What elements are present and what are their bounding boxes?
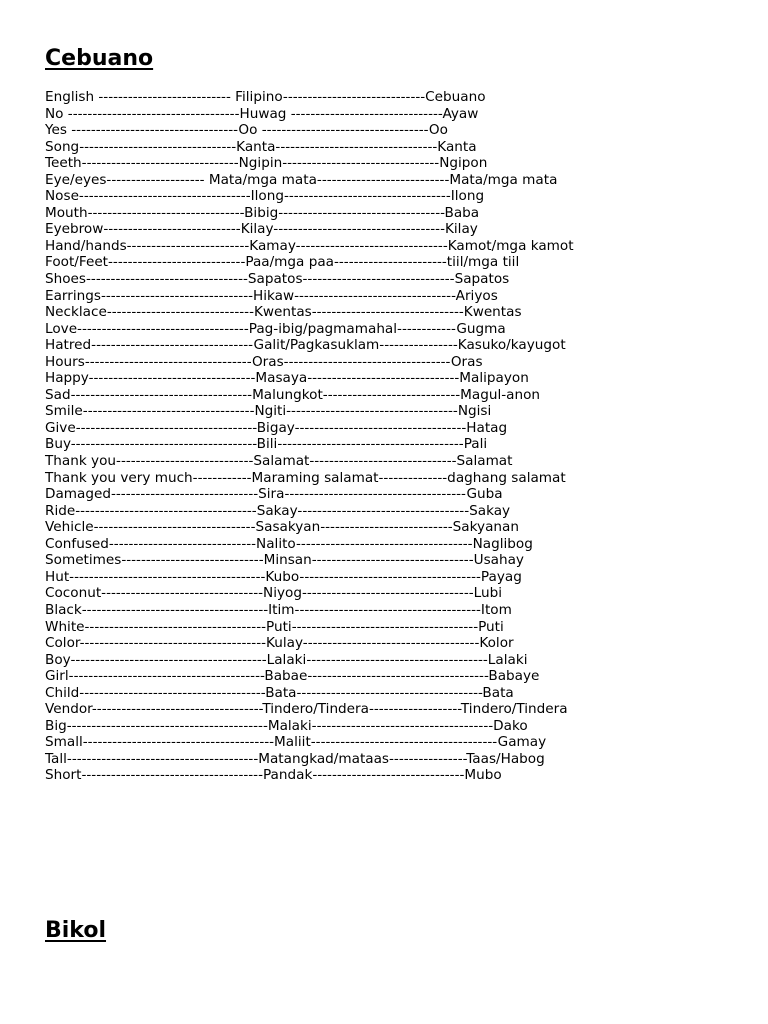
vocabulary-row: Happy----------------------------------Masaya-------------------------------Malipayon: [45, 370, 529, 387]
vocabulary-row: Hours----------------------------------Oras----------------------------------Oras: [45, 353, 483, 370]
vocabulary-row: Teeth--------------------------------Ngipin--------------------------------Ngipon: [45, 155, 488, 172]
vocabulary-row: Earrings-------------------------------Hikaw---------------------------------Ariyos: [45, 287, 498, 304]
vocabulary-row: Color--------------------------------------Kulay------------------------------------Kolor: [45, 635, 514, 652]
vocabulary-row: Big-----------------------------------------Malaki-------------------------------------Dako: [45, 717, 528, 734]
vocabulary-row: Confused------------------------------Nalito------------------------------------Naglibog: [45, 535, 533, 552]
vocabulary-row: Sad-------------------------------------Malungkot----------------------------Magul-anon: [45, 386, 541, 403]
vocabulary-row: Love-----------------------------------Pag-ibig/pagmamahal------------Gugma: [45, 320, 506, 337]
vocabulary-row: Ride-------------------------------------Sakay-----------------------------------Sakay: [45, 502, 511, 519]
vocabulary-row: Shoes---------------------------------Sapatos-------------------------------Sapatos: [45, 271, 510, 288]
vocabulary-row: Coconut---------------------------------Niyog-----------------------------------Lubi: [45, 585, 503, 602]
vocabulary-row: Song--------------------------------Kanta---------------------------------Kanta: [45, 138, 477, 155]
vocabulary-row: Thank you----------------------------Salamat------------------------------Salamat: [45, 453, 513, 470]
vocabulary-row: Eye/eyes-------------------- Mata/mga mata---------------------------Mata/mga mata: [45, 171, 558, 188]
vocabulary-row: Eyebrow----------------------------Kilay-----------------------------------Kilay: [45, 221, 478, 238]
vocabulary-row: Give-------------------------------------Bigay-----------------------------------Hatag: [45, 419, 508, 436]
vocabulary-row: White-------------------------------------Puti--------------------------------------Puti: [45, 618, 504, 635]
vocabulary-row: Thank you very much------------Maraming salamat--------------daghang salamat: [45, 469, 566, 486]
vocabulary-row: Foot/Feet----------------------------Paa/mga paa-----------------------tiil/mga tiil: [45, 254, 520, 271]
vocabulary-row: No -----------------------------------Huwag -------------------------------Ayaw: [45, 105, 479, 122]
vocabulary-row: Nose-----------------------------------Ilong----------------------------------Ilong: [45, 188, 485, 205]
vocabulary-row: Hatred---------------------------------Galit/Pagkasuklam----------------Kasuko/kayugot: [45, 337, 566, 354]
vocabulary-row: Vendor-----------------------------------Tindero/Tindera-------------------Tindero/Tindera: [45, 701, 568, 718]
vocabulary-row: Girl----------------------------------------Babae-------------------------------------Babaye: [45, 668, 540, 685]
vocabulary-row: Yes ----------------------------------Oo ----------------------------------Oo: [45, 122, 448, 139]
vocabulary-row: Tall---------------------------------------Matangkad/mataas----------------Taas/Habog: [45, 750, 545, 767]
vocabulary-row: Buy--------------------------------------Bili--------------------------------------Pali: [45, 436, 488, 453]
section-heading-cebuano: Cebuano: [45, 46, 154, 71]
vocabulary-row: Vehicle---------------------------------Sasakyan---------------------------Sakyanan: [45, 519, 519, 536]
vocabulary-row: Child--------------------------------------Bata--------------------------------------Bata: [45, 684, 514, 701]
vocabulary-row: Mouth--------------------------------Bibig----------------------------------Baba: [45, 204, 480, 221]
vocabulary-row: English --------------------------- Filipino-----------------------------Cebuano: [45, 89, 486, 105]
vocabulary-row: Boy----------------------------------------Lalaki-------------------------------------Lalaki: [45, 651, 528, 668]
vocabulary-row: Black--------------------------------------Itim--------------------------------------Itom: [45, 601, 512, 618]
vocabulary-row: Damaged------------------------------Sira-------------------------------------Guba: [45, 486, 503, 503]
vocabulary-row: Sometimes-----------------------------Minsan---------------------------------Usahay: [45, 552, 524, 569]
section-heading-bikol: Bikol: [45, 918, 107, 943]
vocabulary-list: [45, 89, 745, 784]
vocabulary-row: Hut----------------------------------------Kubo-------------------------------------Payag: [45, 568, 522, 585]
vocabulary-row: Short-------------------------------------Pandak-------------------------------Mubo: [45, 767, 502, 784]
vocabulary-row: Small---------------------------------------Maliit--------------------------------------Gamay: [45, 734, 547, 751]
vocabulary-row: Necklace------------------------------Kwentas-------------------------------Kwentas: [45, 304, 522, 321]
vocabulary-row: Hand/hands-------------------------Kamay-------------------------------Kamot/mga kamot: [45, 237, 574, 254]
vocabulary-row: Smile-----------------------------------Ngiti-----------------------------------Ngisi: [45, 403, 492, 420]
